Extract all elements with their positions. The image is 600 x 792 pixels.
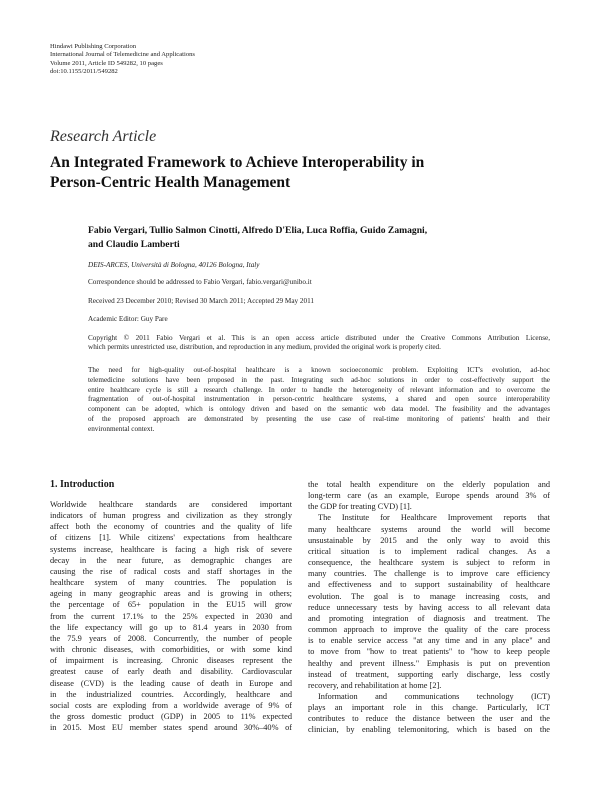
body-line: of citizens [1]. While citizens' expectations from healthcare: [50, 533, 292, 543]
author-line: and Claudio Lamberti: [88, 238, 180, 250]
publisher-name: Hindawi Publishing Corporation: [50, 43, 137, 50]
body-line: clinician, by enabling telemonitoring, which is based on the: [308, 725, 550, 735]
body-line: plays an important role in this change. Particularly, ICT: [308, 703, 550, 713]
body-line: healthy and prevent illness." Emphasis is put on prevention: [308, 658, 550, 668]
academic-editor: Academic Editor: Guy Pare: [88, 315, 168, 324]
copyright-line: which permits unrestricted use, distribution, and reproduction in any medium, provided the original work is properly cited.: [88, 343, 441, 352]
journal-name: International Journal of Telemedicine and Applications: [50, 51, 195, 59]
body-line: instead of treatment, supporting early discharge, less costly: [308, 669, 550, 679]
doi: doi:10.1155/2011/549282: [50, 68, 118, 76]
body-line: evolution. The goal is to manage increasing costs, and: [308, 591, 550, 601]
correspondence: Correspondence should be addressed to Fabio Vergari, fabio.vergari@unibo.it: [88, 278, 312, 286]
body-line: the life expectancy will go up to 81.4 years in 2030 from: [50, 622, 292, 632]
body-line: The Institute for Healthcare Improvement reports that: [318, 513, 550, 523]
title-line: Person-Centric Health Management: [50, 173, 291, 191]
body-line: with chronic diseases, with comorbidities, or with some kind: [50, 645, 292, 655]
body-line: Worldwide healthcare standards are considered important: [50, 500, 292, 509]
body-line: systems increase, healthcare is facing a high risk of severe: [50, 544, 292, 554]
body-line: the total health expenditure on the elderly population and: [308, 480, 550, 489]
body-line: from the current 17.1% to the 25% expected in 2030 and: [50, 611, 292, 621]
title-line: An Integrated Framework to Achieve Interoperability in: [50, 154, 425, 171]
body-line: the percentage of 65+ population in the EU15 will grow: [50, 600, 292, 610]
body-line: indicators of human progress and civilization as they strongly: [50, 511, 292, 521]
body-line: healthcare system of many countries. The population is: [50, 578, 292, 588]
body-line: to move from "how to treat patients" to "how to keep people: [308, 647, 550, 657]
body-line: ageing in many geographic areas and is growing in others;: [50, 589, 292, 599]
author-list: [88, 224, 550, 251]
abstract-line: environmental context.: [88, 424, 155, 433]
front-matter: [88, 224, 550, 435]
body-line: and effectiveness and to support sustainability of healthcare: [308, 580, 550, 590]
body-line: unsustainable by 2015 and the only way to avoid this: [308, 535, 550, 545]
body-line: many countries. The challenge is to improve care efficiency: [308, 569, 550, 579]
abstract-line: fragmentation of out-of-hospital instrumentation in person-centric healthcare systems, a shared and open source interoperability: [88, 395, 550, 404]
body-line: social costs are exploding from a worldwide average of 9% of: [50, 700, 292, 710]
body-line: in the industrialized countries. Accordingly, healthcare and: [50, 689, 292, 699]
body-column-left: [50, 479, 292, 733]
abstract-line: entire healthcare cycle is still a research challenge. In order to handle the heterogeneity of relevant information and to overcome the: [88, 385, 550, 394]
body-line: many healthcare systems around the world will become: [308, 524, 550, 534]
abstract: [88, 366, 550, 435]
body-line: reduce unnecessary tests by having access to all relevant data: [308, 602, 550, 612]
body-line: and promoting integration of diagnosis and treatment. The: [308, 613, 550, 623]
body-line: causing the rise of radical costs and staff shortages in the: [50, 566, 292, 576]
body-line: the 75.9 years of 2008. Concurrently, the number of people: [50, 633, 292, 643]
body-line: affect both the economy of countries and the quality of life: [50, 522, 292, 532]
article-title: [50, 153, 550, 192]
body-line: of impairment is increasing. Chronic diseases represent the: [50, 656, 292, 666]
article-dates: Received 23 December 2010; Revised 30 March 2011; Accepted 29 May 2011: [88, 296, 315, 305]
abstract-line: component can be adopted, which is ontology driven and based on the semantic web data model. The feasibility and the advantages: [88, 405, 550, 414]
copyright-line: Copyright © 2011 Fabio Vergari et al. This is an open access article distributed under the Creative Commons Attribution License,: [88, 333, 550, 342]
body-line: in 2015. Most EU member states spend around 30%–40% of: [50, 723, 292, 733]
abstract-line: telemedicine solutions have been proposed in the past. Integrating such ad-hoc solutions in order to cost-effectively support the: [88, 375, 550, 384]
body-line: long-term care (as an example, Europe spends around 3% of: [308, 491, 550, 501]
body-line: decay in the near future, as demographic changes are: [50, 555, 292, 565]
body-line: greatest cause of early death and disability. Cardiovascular: [50, 667, 292, 677]
body-line: the GDP for treating CVD) [1].: [308, 502, 412, 512]
body-line: Information and communications technology (ICT): [318, 691, 550, 701]
article-type: Research Article: [50, 128, 157, 145]
abstract-line: of the proposed approach are demonstrated by presenting the use case of real-time monitoring of patients' health and their: [88, 414, 550, 423]
journal-masthead: [50, 43, 195, 77]
section-heading: 1. Introduction: [50, 479, 115, 490]
body-line: disease (CVD) is the leading cause of death in Europe and: [50, 678, 292, 688]
body-line: common approach to improve the quality of the care process: [308, 625, 550, 635]
body-line: critical situation is to implement radical changes. As a: [308, 546, 550, 556]
body-column-right: [308, 479, 550, 736]
body-line: is to enable service access "at any time and in any place" and: [308, 636, 550, 646]
abstract-line: The need for high-quality out-of-hospital healthcare is a known socioeconomic problem. Exploiting ICT's evolution, ad-hoc: [88, 365, 550, 374]
affiliation: DEIS-ARCES, Università di Bologna, 40126 Bologna, Italy: [88, 261, 260, 269]
author-line: Fabio Vergari, Tullio Salmon Cinotti, Alfredo D'Elia, Luca Roffia, Guido Zamagni,: [88, 225, 428, 236]
body-line: the gross domestic product (GDP) in 2005 to 11% expected: [50, 711, 292, 721]
body-line: recovery, and rehabilitation at home [2].: [308, 680, 442, 690]
copyright-notice: [88, 334, 550, 353]
body-line: consequence, the healthcare system is subject to reform in: [308, 558, 550, 568]
volume-info: Volume 2011, Article ID 549282, 10 pages: [50, 59, 163, 67]
body-line: contributes to reduce the distance between the user and the: [308, 714, 550, 724]
